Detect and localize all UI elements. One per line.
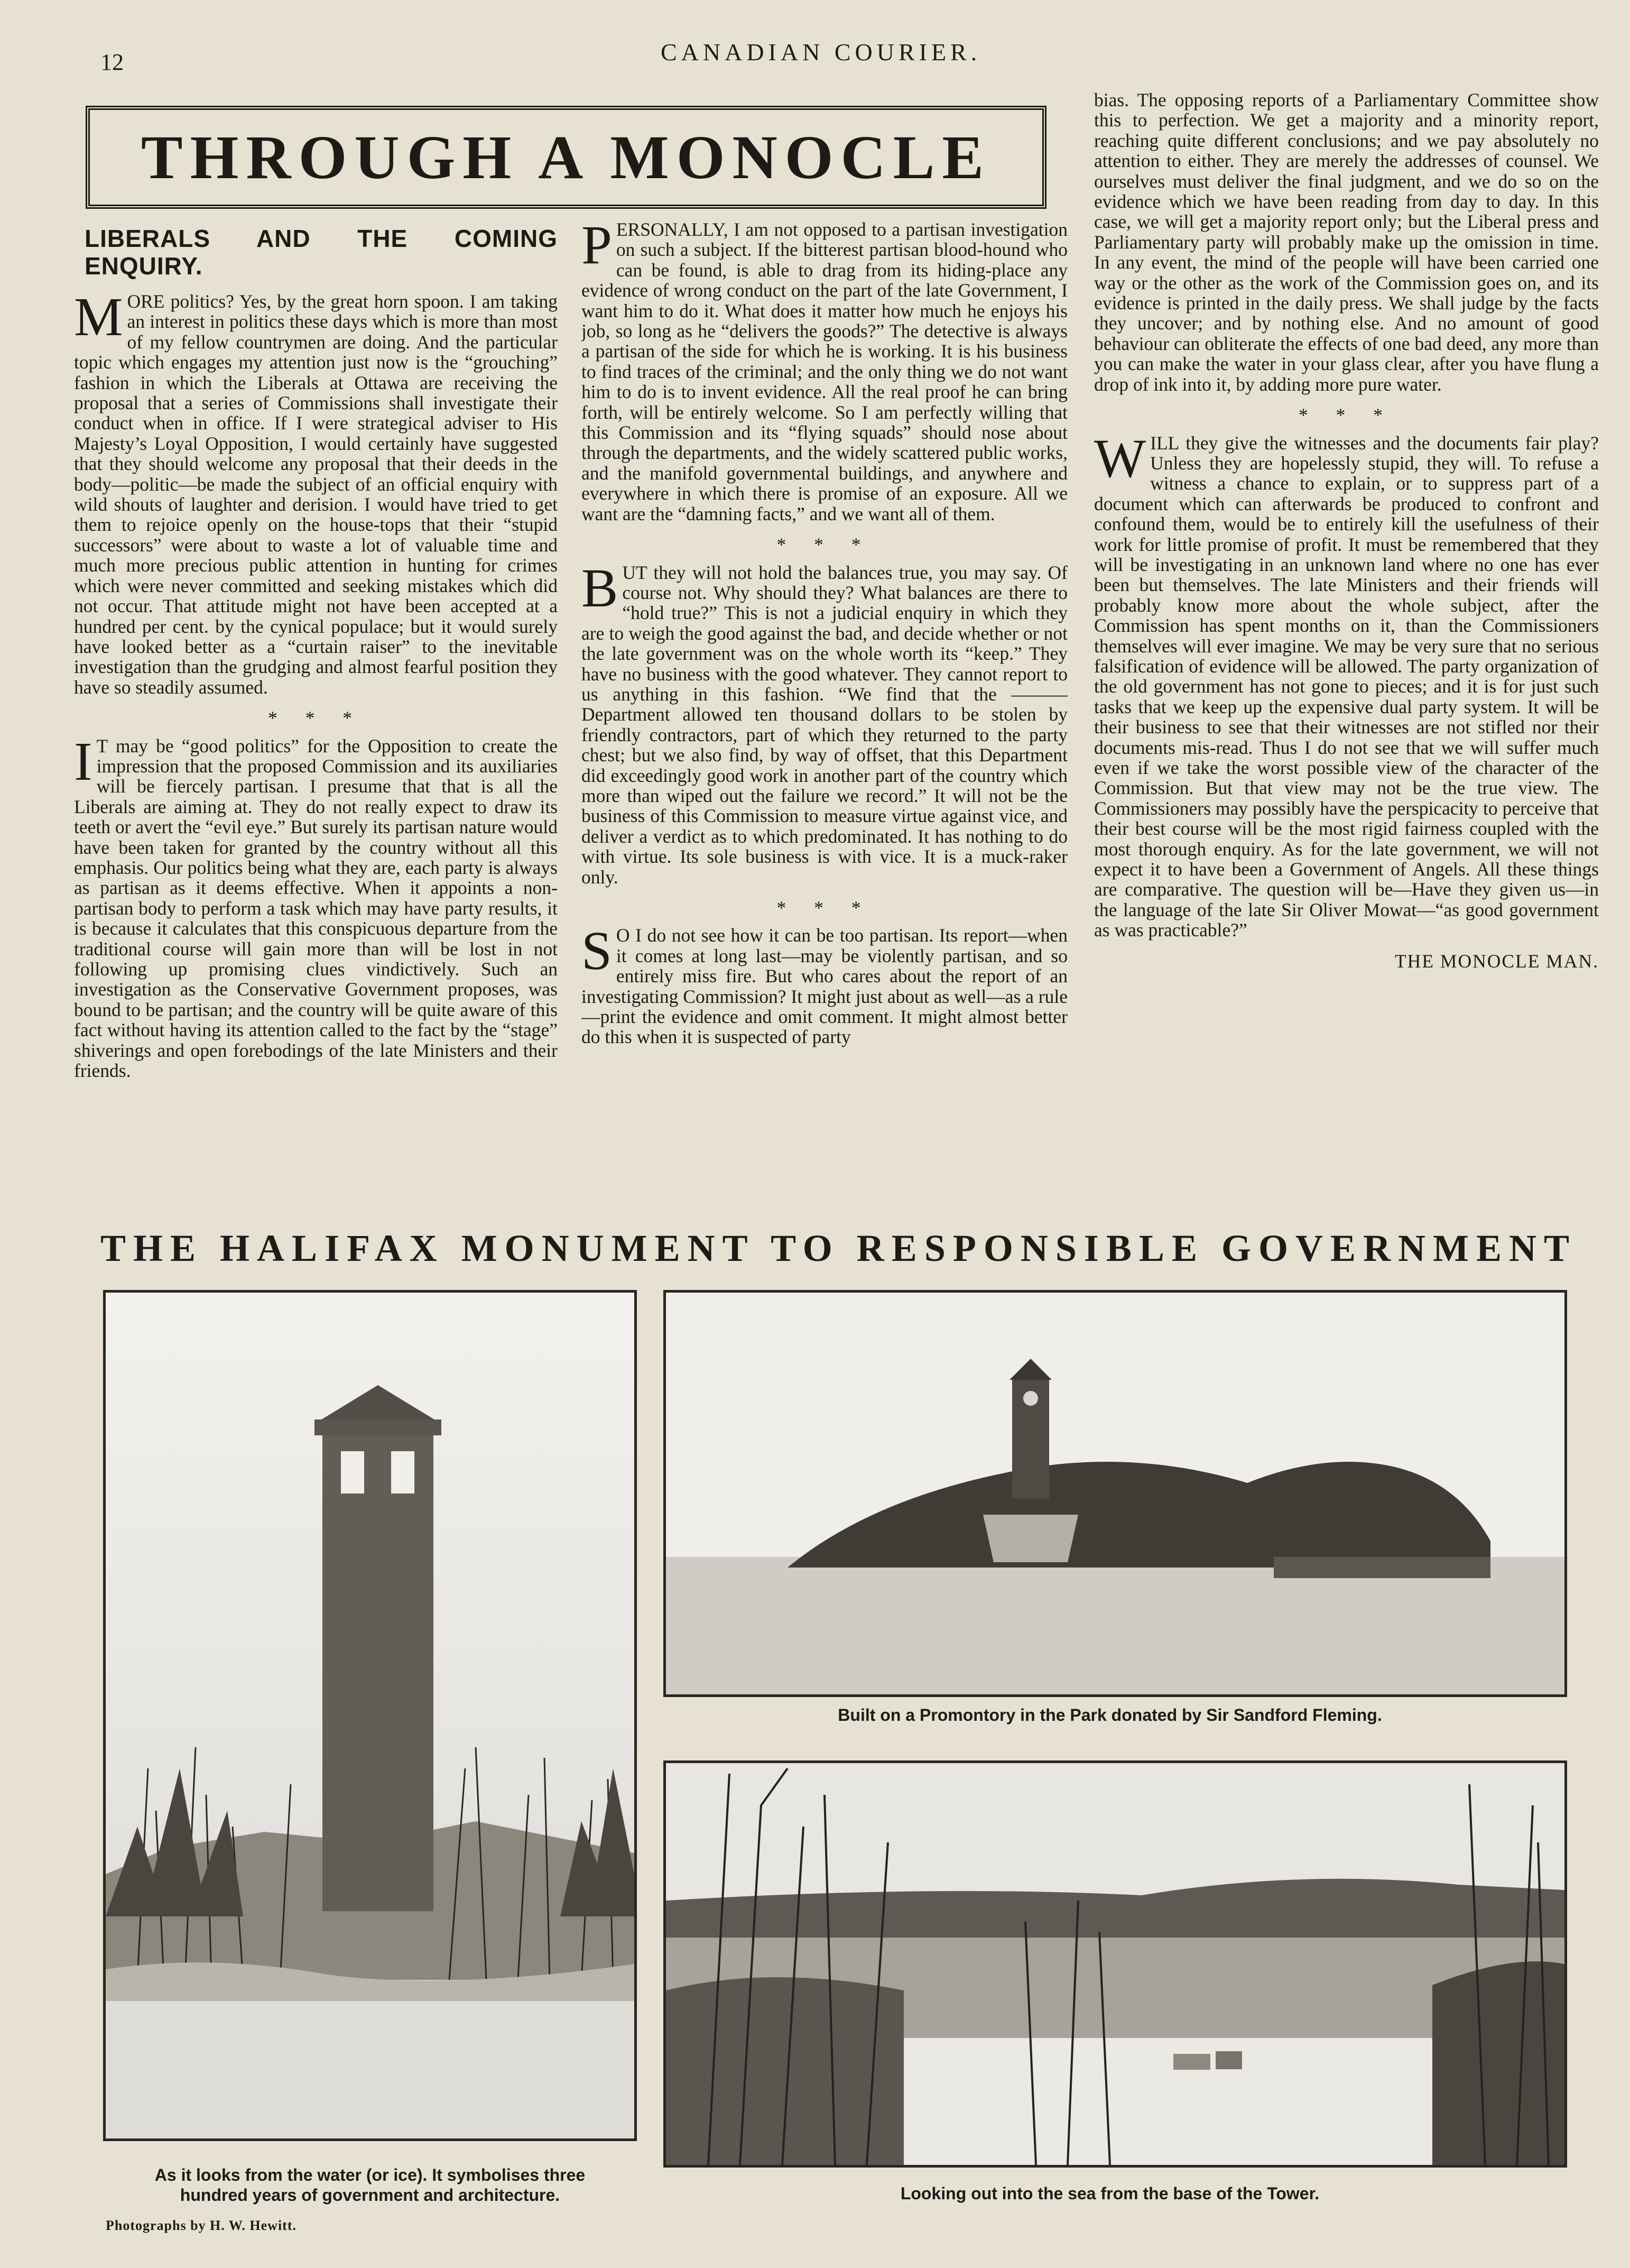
paragraph bbox=[74, 731, 558, 1082]
paragraph-text: ERSONALLY, I am not opposed to a partisan investigation on such a subject. If the bitterest partisan blood-hound who can be found, is able to drag from its hiding-place any evidence of wrong conduct on the part of the late Government, I want him to do it. What does it matter how much he enjoys his job, so long as he “delivers the goods?” The detective is always a partisan of the side for which he is working. It is his business to find traces of the criminal; and the only thing we do not want him to do is to invent evidence. All the real proof he can bring forth, will be entirely welcome. So I am perfectly willing that this Commission and its “flying squads” should nose about through the departments, and the widely scattered public works, and the manifold governmental buildings, and anywhere and everywhere in which there is promise of an exposure. All we want are the “damning facts,” and we want all of them. bbox=[581, 219, 1068, 524]
paragraph-text: ORE politics? Yes, by the great horn spoon. I am taking an interest in politics these days which is more than most of my fellow countrymen are doing. And the particular topic which engages my attention just now is the “grouching” fashion in which the Liberals at Ottawa are receiving the proposal that a series of Commissions shall investigate their conduct when in office. If I were strategical adviser to His Majesty’s Loyal Opposition, I would certainly have suggested that they should welcome any proposal that their deeds in the body—politic—be made the subject of an official enquiry with wild shouts of laughter and derision. I would have tried to get them to rejoice openly on the house-tops that their “stupid successors” were about to waste a lot of valuable time and much more precious public attention in hunting for crimes which were never committed and seeking mistakes which did not occur. That attitude might not have been accepted at a hundred per cent. by the cynical populace; but it would surely have looked better as a “curtain raiser” to the inevitable investigation than the grudging and almost fearful position they have so steadily assumed. bbox=[74, 291, 558, 698]
drop-cap: M bbox=[74, 287, 123, 347]
section-divider: * * * bbox=[776, 897, 873, 918]
promontory-photo bbox=[663, 1290, 1567, 1697]
section-divider: * * * bbox=[268, 707, 364, 729]
column-1 bbox=[74, 225, 558, 1213]
tower-photo bbox=[103, 1290, 637, 2141]
page-number: 12 bbox=[100, 49, 124, 75]
title-box bbox=[86, 106, 1046, 209]
section-heading: LIBERALS AND THE COMING ENQUIRY. bbox=[85, 225, 558, 280]
tower-photo-caption: As it looks from the water (or ice). It symbolises three hundred years of government and architecture. bbox=[154, 2165, 586, 2205]
sea-photo-caption: Looking out into the sea from the base of the Tower. bbox=[900, 2184, 1320, 2203]
paragraph: bias. The opposing reports of a Parliamentary Committee show this to perfection. We get a majority and a minority report, reaching quite different conclusions; and we pay absolutely no attention to either. They are merely the addresses of counsel. We ourselves must deliver the final judgment, and we do so on the evidence which we have been reading from day to day. In this case, we will get a majority report only; but the Liberal press and Parliamentary party will probably make up the omission in time. In any event, the mind of the people will have been carried one way or the other as the work of the Commission goes on, and its evidence is printed in the daily press. We shall judge by the facts they uncover; and by nothing else. And no amount of good behaviour can obliterate the effects of one bad deed, any more than you can make the water in your glass clear, after you have flung a drop of ink into it, by adding more pure water. bbox=[1094, 90, 1599, 395]
drop-cap: I bbox=[74, 731, 92, 792]
paragraph bbox=[1094, 428, 1599, 941]
section-divider: * * * bbox=[776, 534, 873, 556]
column-3 bbox=[1094, 90, 1599, 1216]
article-title: THROUGH A MONOCLE bbox=[141, 122, 992, 192]
drop-cap: S bbox=[581, 920, 612, 982]
tower-photo-image bbox=[106, 1293, 634, 2138]
paragraph-text: ILL they give the witnesses and the documents fair play? Unless they are hopelessly stupid, they will. To refuse a witness a chance to explain, or to suppress part of a document which can afterwards be produced to confront and confound them, would be to entirely kill the usefulness of their work for little promise of profit. It must be remembered that they will be investigating in an unknown land where no one has ever been but themselves. The late Ministers and their friends will probably know more about the whole subject, after the Commission has spent months on it, than the Commissioners themselves will ever imagine. We may be very sure that no serious falsification of evidence will be allowed. The party organization of the old government has not gone to pieces; and it is for just such tasks that we keep up the expensive dual party system. It will be their business to see that their witnesses are not stifled nor their documents mis-read. Thus I do not see that we will suffer much even if we take the worst possible view of the character of the Commission. But that view may not be the true view. The Commissioners may possibly have the perspicacity to perceive that their best course will be the most rigid fairness coupled with the most thorough enquiry. As for the late government, we will not expect it to have been a Government of Angels. All these things are comparative. The question will be—Have they given us—in the language of the late Sir Oliver Mowat—“as good government as was practicable?” bbox=[1094, 432, 1599, 941]
drop-cap: B bbox=[581, 557, 618, 619]
byline-signature: THE MONOCLE MAN. bbox=[1395, 950, 1599, 972]
paragraph bbox=[581, 557, 1068, 888]
paragraph bbox=[581, 920, 1068, 1048]
promontory-photo-image bbox=[666, 1293, 1564, 1694]
sea-photo bbox=[663, 1760, 1567, 2168]
sea-photo-image bbox=[666, 1763, 1564, 2165]
column-2 bbox=[581, 219, 1068, 1213]
photo-credit: Photographs by H. W. Hewitt. bbox=[106, 2218, 297, 2233]
section-divider: * * * bbox=[1299, 404, 1394, 426]
promontory-photo-caption: Built on a Promontory in the Park donated by Sir Sandford Fleming. bbox=[838, 1705, 1382, 1725]
paragraph-text: UT they will not hold the balances true, you may say. Of course not. Why should they? What balances are there to “hold true?” This is not a judicial enquiry in which they are to weigh the good against the bad, and decide whether or not the late government was on the whole worth its “keep.” They have no business with the good whatever. They cannot report to us anything in this fashion. “We find that the ——— Department allowed ten thousand dollars to be stolen by friendly contractors, part of which they returned to the party chest; but we also find, by way of offset, that this Department did exceedingly good work in another part of the country which more than wiped out the failure we record.” It will not be the business of this Commission to measure virtue against vice, and deliver a verdict as to which predominated. It has nothing to do with virtue. Its sole business is with vice. It is a muck-raker only. bbox=[581, 561, 1068, 888]
paragraph bbox=[74, 287, 558, 698]
drop-cap: P bbox=[581, 219, 612, 275]
drop-cap: W bbox=[1094, 428, 1146, 489]
photo-feature-banner: THE HALIFAX MONUMENT TO RESPONSIBLE GOVERNMENT bbox=[100, 1227, 1577, 1269]
paragraph-text: T may be “good politics” for the Opposition to create the impression that the proposed Commission and its auxiliaries will be fiercely partisan. I presume that that is all the Liberals are aiming at. They do not really expect to draw its teeth or avert the “evil eye.” But surely its partisan nature would have been taken for granted by the country without all this emphasis. Our politics being what they are, each party is always as partisan as it deems effective. When it appoints a non-partisan body to perform a task which may have party results, it is because it calculates that this conspicuous departure from the traditional course will gain more than will be lost in not following up promising clues vindictively. Such an investigation as the Conservative Government proposes, was bound to be partisan; and the country will be quite aware of this fact without having its attention called to the fact by the “stage” shiverings and open forebodings of the late Ministers and their friends. bbox=[74, 735, 558, 1082]
running-head: CANADIAN COURIER. bbox=[661, 39, 981, 66]
paragraph-text: O I do not see how it can be too partisan. Its report—when it comes at long last—may be violently partisan, and so entirely miss fire. But who cares about the report of an investigating Commission? It might just about as well—as a rule—print the evidence and omit comment. It might almost better do this when it is suspected of party bbox=[581, 925, 1068, 1048]
paragraph bbox=[581, 219, 1068, 524]
